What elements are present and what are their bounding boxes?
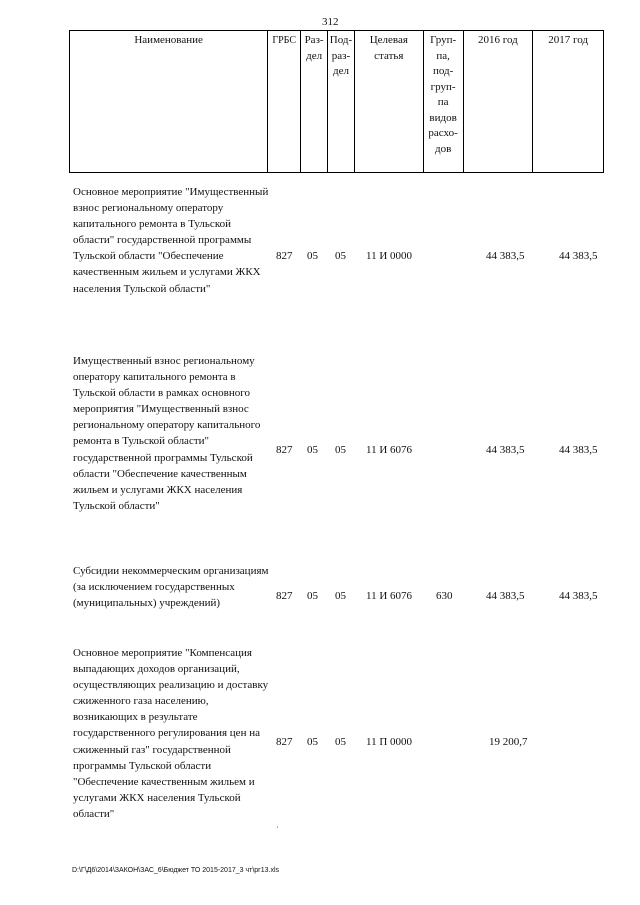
row-2017: 44 383,5	[559, 250, 598, 262]
row-target: 11 И 0000	[366, 250, 413, 262]
table-row	[69, 353, 604, 553]
table-row	[69, 645, 604, 840]
row-target: 11 П 0000	[366, 736, 413, 748]
table-row	[69, 184, 604, 334]
header-2017: 2017 год	[548, 34, 589, 46]
row-target: 11 И 6076	[366, 444, 413, 456]
row-2017: 44 383,5	[559, 590, 598, 602]
row-2017: 44 383,5	[559, 444, 598, 456]
row-name: Имущественный взнос региональному оператору капитального ремонта в Тульской области в рамках основного мероприятия "Имущественный взнос региональному оператору капитального ремонта в Тульской области" государственной программы Тульской области "Обеспечение качественным жильем и услугами ЖКХ населения Тульской области"	[73, 355, 261, 512]
header-2016: 2016 год	[464, 31, 534, 172]
row-razdel: 05	[307, 590, 318, 602]
row-razdel: 05	[307, 250, 318, 262]
row-2016: 44 383,5	[486, 444, 525, 456]
row-podrazdel: 05	[335, 444, 346, 456]
row-target: 11 И 6076	[366, 590, 413, 602]
row-podrazdel: 05	[335, 250, 346, 262]
header-group: Груп- па, под- груп- па видов расхо- дов	[424, 31, 464, 172]
file-path-footer: D:\Г\Д6\2014\ЗАКОН\ЗАС_6\Бюджет ТО 2015-2017_3 чт\рг13.xls	[72, 867, 280, 874]
page-number: 312	[322, 16, 339, 28]
row-grbs: 827	[276, 444, 293, 456]
header-grbs: ГРБС	[268, 31, 301, 172]
row-grbs: 827	[276, 590, 293, 602]
header-target: Целевая статья	[355, 31, 424, 172]
row-group: 630	[436, 590, 453, 602]
row-grbs: 827	[276, 250, 293, 262]
header-podrazdel: Под- раз- дел	[328, 31, 355, 172]
row-podrazdel: 05	[335, 736, 346, 748]
row-name: Субсидии некоммерческим организациям (за исключением государственных (муниципальных) учреждений)	[73, 565, 269, 610]
row-razdel: 05	[307, 444, 318, 456]
row-name: Основное мероприятие "Компенсация выпадающих доходов организаций, осуществляющих реализацию и доставку сжиженного газа населению, возникающих в результате государственного регулирования цен на сжиженный газ" государственной программы Тульской области "Обеспечение качественным жильем и услугами ЖКХ населения Тульской области"	[73, 647, 269, 820]
row-grbs: 827	[276, 736, 293, 748]
row-2016: 44 383,5	[486, 590, 525, 602]
row-razdel: 05	[307, 736, 318, 748]
scan-mark: ·	[276, 823, 279, 832]
row-2016: 19 200,7	[489, 736, 528, 748]
table-row	[69, 563, 604, 633]
row-name: Основное мероприятие "Имущественный взнос региональному оператору капитального ремонта в Тульской области" государственной программы Тульской области "Обеспечение качественным жильем и услугами ЖКХ населения Тульской области"	[73, 186, 269, 295]
row-2016: 44 383,5	[486, 250, 525, 262]
header-name: Наименование	[70, 31, 268, 172]
header-razdel: Раз- дел	[301, 31, 328, 172]
table-header	[69, 30, 604, 173]
row-podrazdel: 05	[335, 590, 346, 602]
